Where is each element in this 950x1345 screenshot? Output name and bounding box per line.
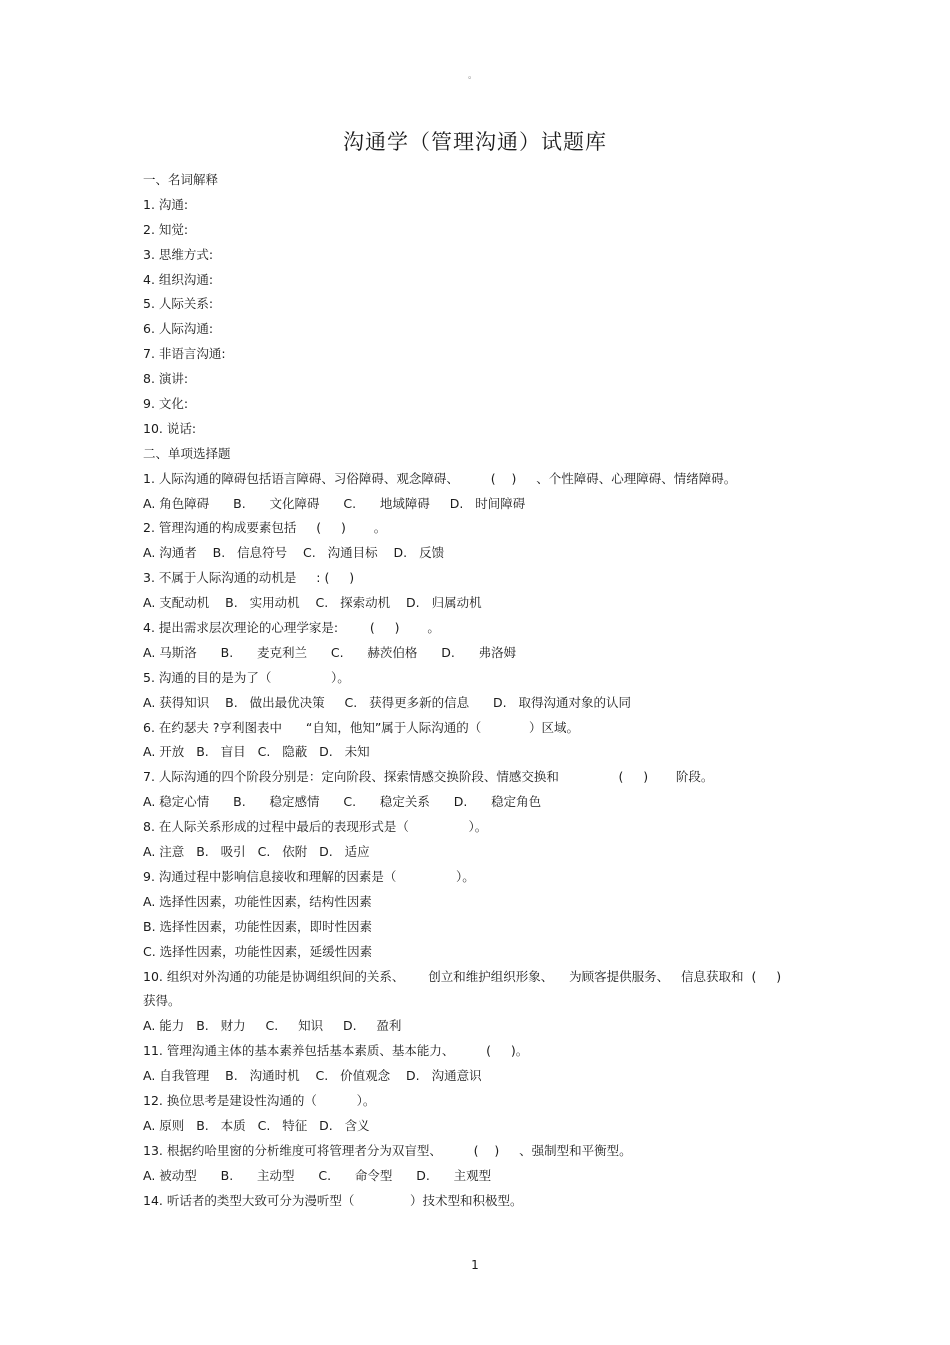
- page-number: 1: [471, 1258, 479, 1272]
- option-line: A. 获得知识 B. 做出最优决策 C. 获得更多新的信息 D. 取得沟通对象的认同: [143, 694, 631, 710]
- question-line: 11. 管理沟通主体的基本素养包括基本素质、基本能力、 ( )。: [143, 1043, 529, 1059]
- question-line: 6. 人际沟通:: [143, 321, 214, 337]
- question-line: 1. 人际沟通的障碍包括语言障碍、习俗障碍、观念障碍、 ( ) 、个性障碍、心理障碍、情绪障碍。: [143, 470, 737, 486]
- question-line: 13. 根据约哈里窗的分析维度可将管理者分为双盲型、 ( ) 、强制型和平衡型。: [143, 1142, 632, 1158]
- option-line: A. 支配动机 B. 实用动机 C. 探索动机 D. 归属动机: [143, 595, 482, 611]
- option-line: A. 开放 B. 盲目 C. 隐蔽 D. 未知: [143, 744, 370, 760]
- question-line: 1. 沟通:: [143, 196, 189, 212]
- question-line: 7. 人际沟通的四个阶段分别是：定向阶段、探索情感交换阶段、情感交换和 ( ) 阶段。: [143, 769, 714, 785]
- option-line: A. 选择性因素，功能性因素，结构性因素: [143, 893, 372, 909]
- question-list: [143, 168, 823, 1213]
- option-line: A. 马斯洛 B. 麦克利兰 C. 赫茨伯格 D. 弗洛姆: [143, 644, 517, 660]
- question-line: 2. 管理沟通的构成要素包括 ( ) 。: [143, 520, 387, 536]
- option-line: B. 选择性因素，功能性因素，即时性因素: [143, 918, 373, 934]
- question-line: 6. 在约瑟夫 ?亨利图表中 “自知，他知”属于人际沟通的（ ）区域。: [143, 719, 579, 735]
- question-line: 8. 演讲:: [143, 371, 189, 387]
- question-line: 5. 沟通的目的是为了（ ）。: [143, 669, 350, 685]
- section-heading: 二、单项选择题: [143, 445, 231, 461]
- option-line: C. 选择性因素，功能性因素，延缓性因素: [143, 943, 373, 959]
- question-line: 5. 人际关系:: [143, 296, 214, 312]
- question-line: 2. 知觉:: [143, 221, 189, 237]
- question-line: 9. 沟通过程中影响信息接收和理解的因素是（ ）。: [143, 868, 475, 884]
- question-line: 14. 听话者的类型大致可分为漫听型（ ）技术型和积极型。: [143, 1192, 523, 1208]
- question-line: 12. 换位思考是建设性沟通的（ ）。: [143, 1092, 376, 1108]
- option-line: A. 稳定心情 B. 稳定感情 C. 稳定关系 D. 稳定角色: [143, 794, 542, 810]
- option-line: A. 角色障碍 B. 文化障碍 C. 地域障碍 D. 时间障碍: [143, 495, 526, 511]
- question-line: 10. 说话:: [143, 420, 197, 436]
- option-line: A. 被动型 B. 主动型 C. 命令型 D. 主观型: [143, 1167, 492, 1183]
- option-line: A. 注意 B. 吸引 C. 依附 D. 适应: [143, 844, 370, 860]
- question-line: 4. 提出需求层次理论的心理学家是: ( ) 。: [143, 620, 440, 636]
- question-line: 7. 非语言沟通:: [143, 346, 226, 362]
- page-title: 沟通学（管理沟通）试题库: [343, 130, 607, 154]
- question-line: 4. 组织沟通:: [143, 271, 214, 287]
- option-line: A. 能力 B. 财力 C. 知识 D. 盈利: [143, 1018, 402, 1034]
- option-line: A. 原则 B. 本质 C. 特征 D. 含义: [143, 1117, 370, 1133]
- section-heading: 一、名词解释: [143, 172, 219, 187]
- question-line: 3. 思维方式:: [143, 246, 214, 262]
- header-mark: 。: [468, 71, 478, 81]
- question-line: 8. 在人际关系形成的过程中最后的表现形式是（ ）。: [143, 819, 488, 835]
- question-line: 3. 不属于人际沟通的动机是 : ( ): [143, 570, 355, 586]
- option-line: A. 沟通者 B. 信息符号 C. 沟通目标 D. 反馈: [143, 545, 445, 561]
- question-line: 9. 文化:: [143, 396, 189, 412]
- question-line: 10. 组织对外沟通的功能是协调组织间的关系、 创立和维护组织形象、 为顾客提供服务、 信息获取和 ( ): [143, 968, 782, 984]
- question-line-continued: 获得。: [143, 993, 181, 1009]
- option-line: A. 自我管理 B. 沟通时机 C. 价值观念 D. 沟通意识: [143, 1068, 482, 1084]
